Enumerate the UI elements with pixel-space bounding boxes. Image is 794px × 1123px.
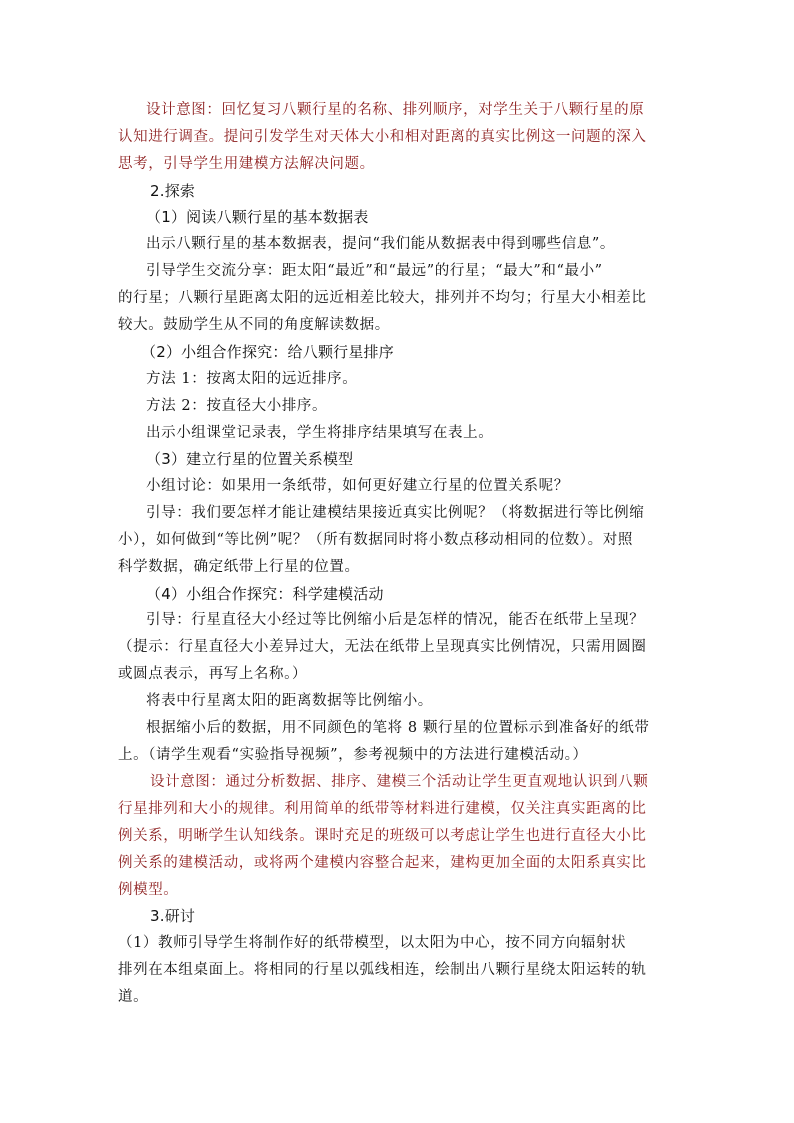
design-intent-2-line-1: 设计意图：通过分析数据、排序、建模三个活动让学生更直观地认识到八颗 <box>150 774 649 790</box>
sub-4-line-1: 引导：行星直径大小经过等比例缩小后是怎样的情况，能否在纸带上呈现？ <box>146 612 645 628</box>
sub-1-line-3: 的行星；八颗行星距离太阳的远近相差比较大，排列并不均匀；行星大小相差比 <box>118 290 647 306</box>
sub-4-line-2: （提示：行星直径大小差异过大，无法在纸带上呈现真实比例情况，只需用圆圈 <box>118 639 647 655</box>
discussion-1-line-1: （1）教师引导学生将制作好的纸带模型，以太阳为中心，按不同方向辐射状 <box>118 935 627 951</box>
sub-2-line-2: 方法 2：按直径大小排序。 <box>146 398 328 414</box>
sub-1-line-2: 引导学生交流分享：距太阳“最近”和“最远”的行星；“最大”和“最小” <box>146 263 603 279</box>
sub-3-line-1: 小组讨论：如果用一条纸带，如何更好建立行星的位置关系呢？ <box>146 478 569 494</box>
discussion-1-line-2: 排列在本组桌面上。将相同的行星以弧线相连，绘制出八颗行星绕太阳运转的轨 <box>118 962 647 978</box>
sub-4-line-5: 根据缩小后的数据，用不同颜色的笔将 8 颗行星的位置标示到准备好的纸带 <box>146 720 650 736</box>
sub-1-line-1: 出示八颗行星的基本数据表，提问“我们能从数据表中得到哪些信息”。 <box>146 236 616 252</box>
design-intent-2-label: 设计意图： <box>150 774 226 790</box>
design-intent-1-line-3: 思考，引导学生用建模方法解决问题。 <box>118 156 375 172</box>
sub-3-line-2: 引导：我们要怎样才能让建模结果接近真实比例呢？（将数据进行等比例缩 <box>146 505 645 521</box>
discussion-1-line-3: 道。 <box>118 989 149 1005</box>
sub-4-line-4: 将表中行星离太阳的距离数据等比例缩小。 <box>146 693 433 709</box>
sub-4-title: （4）小组合作探究：科学建模活动 <box>146 585 384 603</box>
sub-4-line-6: 上。（请学生观看“实验指导视频”，参考视频中的方法进行建模活动。） <box>118 747 588 763</box>
design-intent-2-line-3: 例关系，明晰学生认知线条。课时充足的班级可以考虑让学生也进行直径大小比 <box>118 828 647 844</box>
section-3-title: 3.研讨 <box>150 907 196 925</box>
design-intent-2-line-4: 例关系的建模活动，或将两个建模内容整合起来，建构更加全面的太阳系真实比 <box>118 855 647 871</box>
sub-3-line-3: 小），如何做到“等比例”呢？（所有数据同时将小数点移动相同的位数）。对照 <box>118 532 633 548</box>
sub-4-line-3: 或圆点表示，再写上名称。） <box>118 666 308 682</box>
design-intent-1-line-2: 认知进行调查。提问引发学生对天体大小和相对距离的真实比例这一问题的深入 <box>118 129 647 145</box>
sub-1-line-4: 较大。鼓励学生从不同的角度解读数据。 <box>118 317 390 333</box>
design-intent-2-line-5: 例模型。 <box>118 882 179 898</box>
design-intent-1-line-1: 设计意图：回忆复习八颗行星的名称、排列顺序，对学生关于八颗行星的原 <box>146 102 645 118</box>
section-2-title: 2.探索 <box>150 182 196 200</box>
design-intent-2-line-2: 行星排列和大小的规律。利用简单的纸带等材料进行建模，仅关注真实距离的比 <box>118 801 647 817</box>
sub-2-line-3: 出示小组课堂记录表，学生将排序结果填写在表上。 <box>146 425 494 441</box>
design-intent-1-label: 设计意图： <box>146 102 222 118</box>
sub-3-title: （3）建立行星的位置关系模型 <box>146 450 354 468</box>
sub-1-title: （1）阅读八颗行星的基本数据表 <box>146 208 369 226</box>
sub-3-line-4: 科学数据，确定纸带上行星的位置。 <box>118 559 360 575</box>
sub-2-title: （2）小组合作探究：给八颗行星排序 <box>141 343 394 361</box>
sub-2-line-1: 方法 1：按离太阳的远近排序。 <box>146 371 358 387</box>
